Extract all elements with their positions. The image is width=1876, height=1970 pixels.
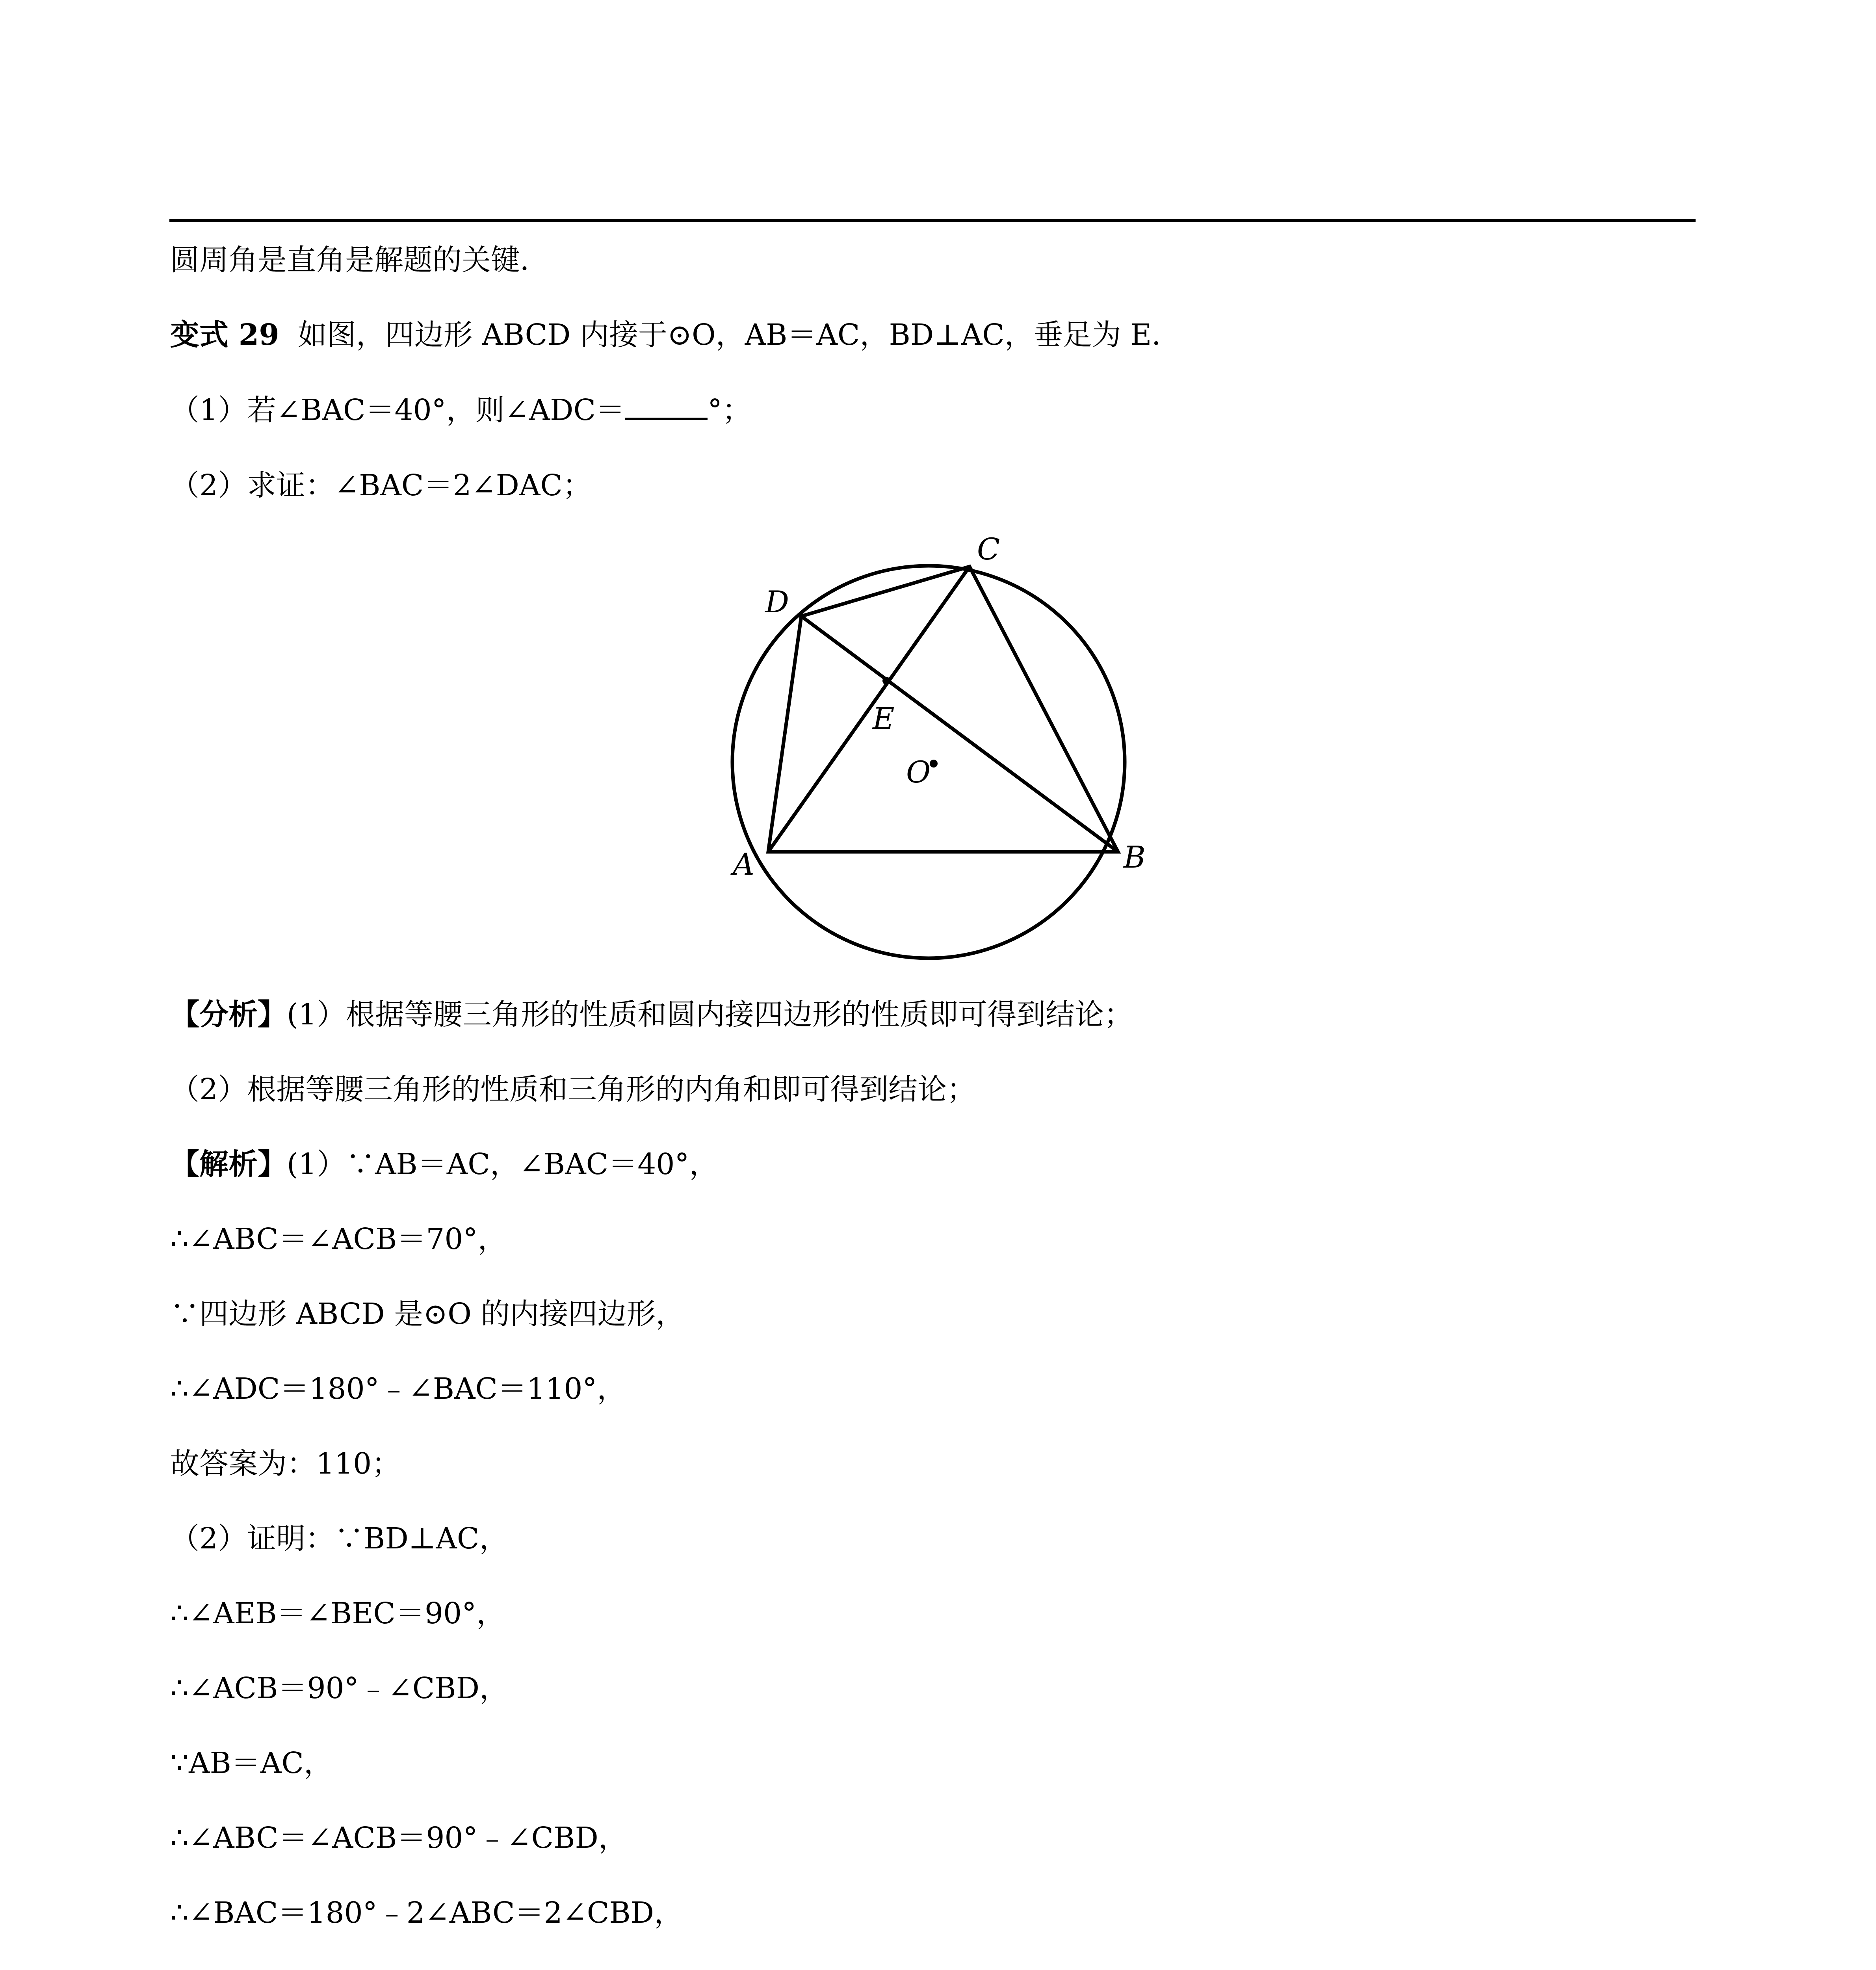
analysis-label: 【分析】 — [170, 998, 287, 1031]
solution-line-8: ∴∠ACB＝90°﹣∠CBD， — [170, 1671, 509, 1705]
point-e — [882, 677, 890, 685]
label-d: D — [765, 584, 789, 619]
problem-stem-text: 如图，四边形 ABCD 内接于⊙O，AB＝AC，BD⊥AC，垂足为 E． — [297, 318, 1181, 352]
analysis-line-2: （2）根据等腰三角形的性质和三角形的内角和即可得到结论； — [170, 1072, 976, 1106]
label-e: E — [873, 701, 895, 736]
diagonal-ac — [768, 567, 970, 852]
analysis-line-1 — [170, 995, 1133, 1034]
answer-blank — [625, 390, 708, 420]
solution-line-3: ∵四边形 ABCD 是⊙O 的内接四边形， — [170, 1297, 685, 1331]
solution-line-4: ∴∠ADC＝180°﹣∠BAC＝110°， — [170, 1372, 626, 1406]
question-2: （2）求证：∠BAC＝2∠DAC； — [170, 468, 592, 502]
solution-line-9: ∵AB＝AC， — [170, 1746, 333, 1780]
solution-label: 【解析】 — [170, 1147, 287, 1181]
geometry-figure — [701, 516, 1174, 973]
diagonal-bd — [801, 616, 1118, 852]
solution-line-7: ∴∠AEB＝∠BEC＝90°， — [170, 1596, 506, 1630]
solution-line-10: ∴∠ABC＝∠ACB＝90°﹣∠CBD， — [170, 1821, 628, 1855]
point-o — [930, 760, 938, 768]
label-o: O — [906, 755, 931, 790]
label-b: B — [1124, 840, 1146, 875]
solution-line-12 — [170, 1968, 430, 1970]
solution-line-2: ∴∠ABC＝∠ACB＝70°， — [170, 1222, 507, 1256]
quadrilateral-abcd — [768, 567, 1118, 852]
label-c: C — [977, 532, 1000, 567]
solution-text-1: (1）∵AB＝AC，∠BAC＝40°， — [287, 1147, 719, 1181]
question-1-suffix: °； — [708, 393, 752, 427]
question-1-prefix: （1）若∠BAC＝40°，则∠ADC＝ — [170, 393, 625, 427]
solution-line-6: （2）证明：∵BD⊥AC， — [170, 1522, 509, 1556]
header-rule — [169, 219, 1696, 222]
label-a: A — [733, 847, 754, 882]
solution-line-11: ∴∠BAC＝180°﹣2∠ABC＝2∠CBD， — [170, 1896, 684, 1930]
question-1 — [170, 390, 751, 430]
solution-line-5: 故答案为：110； — [170, 1447, 401, 1481]
problem-label: 变式 29 — [170, 318, 279, 352]
solution-line-1 — [170, 1145, 718, 1184]
problem-stem — [170, 315, 1181, 355]
analysis-text-1: (1）根据等腰三角形的性质和圆内接四边形的性质即可得到结论； — [287, 998, 1133, 1031]
top-line: 圆周角是直角是解题的关键． — [170, 243, 549, 277]
